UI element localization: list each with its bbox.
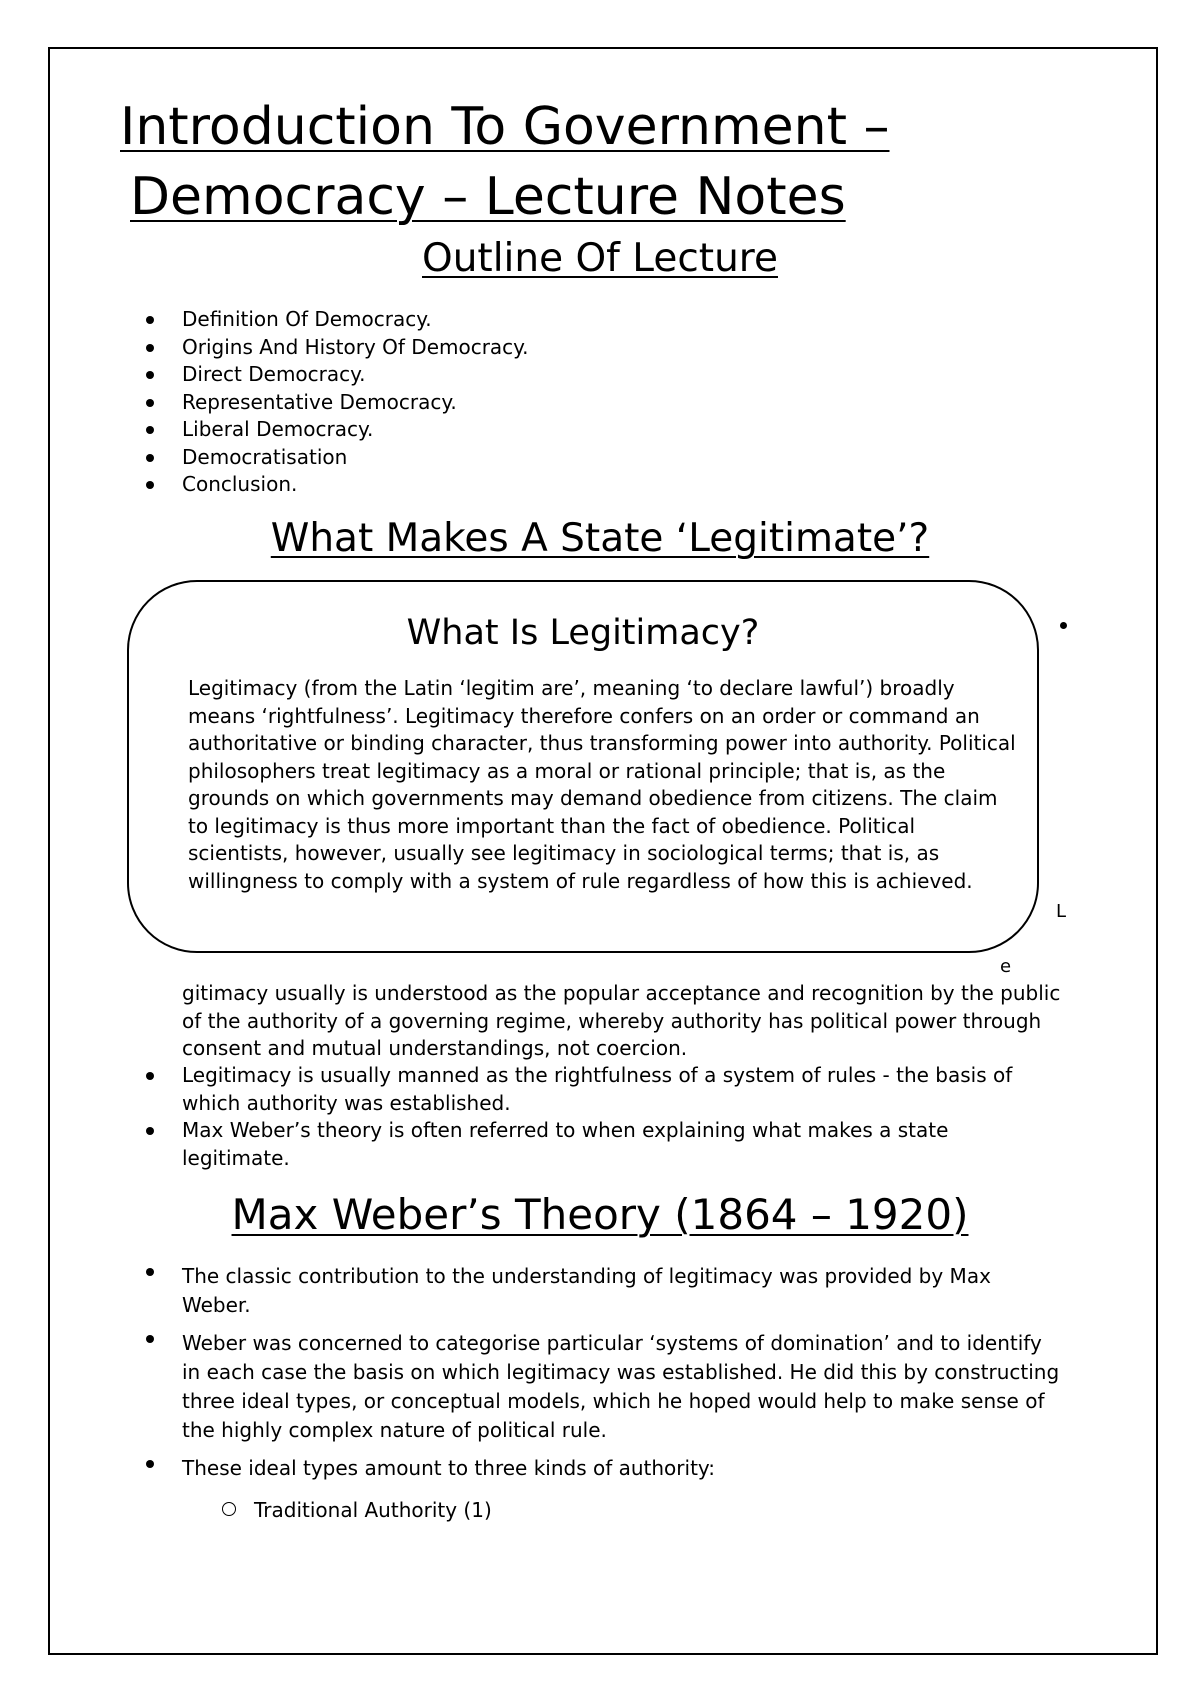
list-item: Conclusion. [182,471,529,499]
list-item: Direct Democracy. [182,361,529,389]
stray-letter-e: e [1000,956,1012,977]
bullet-icon [146,371,154,379]
bullet-icon [146,1072,154,1080]
bullet-icon [146,1335,154,1343]
hollow-bullet-icon [222,1502,236,1516]
bullet-icon [146,481,154,489]
bullet-icon [146,454,154,462]
list-item: The classic contribution to the understanding of legitimacy was provided by Max Weber. [182,1262,1062,1320]
bullet-icon [1060,622,1067,629]
list-item: Liberal Democracy. [182,416,529,444]
list-item: Definition Of Democracy. [182,306,529,334]
callout-title: What Is Legitimacy? [406,613,760,653]
legitimacy-continued-text: gitimacy usually is understood as the popular acceptance and recognition by the public of the authority of a governing regime, whereby authority has political power through consent and mutual understandings, not coercion. [182,981,1061,1060]
sub-list-item: Traditional Authority (1) [254,1498,492,1522]
bullet-icon [146,399,154,407]
outline-list [182,306,529,499]
list-item: Max Weber’s theory is often referred to when explaining what makes a state legitimate. [182,1117,1062,1172]
bullet-icon [146,426,154,434]
document-title-line-1: Introduction To Government – [120,97,890,157]
weber-bullet-list [182,1262,1062,1492]
bullet-icon [146,1127,154,1135]
document-title-line-2: Democracy – Lecture Notes [130,167,846,227]
list-item: Legitimacy is usually manned as the rightfulness of a system of rules - the basis of which authority was established. [182,1062,1062,1117]
bullet-icon [146,344,154,352]
bullet-icon [146,1460,154,1468]
list-item: Representative Democracy. [182,389,529,417]
bullet-icon [146,316,154,324]
legitimacy-heading: What Makes A State ‘Legitimate’? [270,516,930,561]
legitimacy-bullet-list [182,1062,1062,1172]
stray-letter-l: L [1056,901,1067,922]
outline-heading: Outline Of Lecture [422,236,778,281]
list-item: Democratisation [182,444,529,472]
list-item: These ideal types amount to three kinds of authority: [182,1454,1062,1483]
weber-heading: Max Weber’s Theory (1864 – 1920) [231,1190,969,1239]
list-item: Origins And History Of Democracy. [182,334,529,362]
callout-text: Legitimacy (from the Latin ‘legitim are’, meaning ‘to declare lawful’) broadly means ‘rightfulness’. Legitimacy therefore confers on an order or command an authoritative or binding character, thus transforming power into authority. Political philosophers treat legitimacy as a moral or rational principle; that is, as the grounds on which governments may demand obedience from citizens. The claim to legitimacy is thus more important than the fact of obedience. Political scientists, however, usually see legitimacy in sociological terms; that is, as willingness to comply with a system of rule regardless of how this is achieved. [188,676,1016,893]
bullet-icon [146,1268,154,1276]
list-item: Weber was concerned to categorise particular ‘systems of domination’ and to identify in each case the basis on which legitimacy was established. He did this by constructing three ideal types, or conceptual models, which he hoped would help to make sense of the highly complex nature of political rule. [182,1329,1062,1445]
